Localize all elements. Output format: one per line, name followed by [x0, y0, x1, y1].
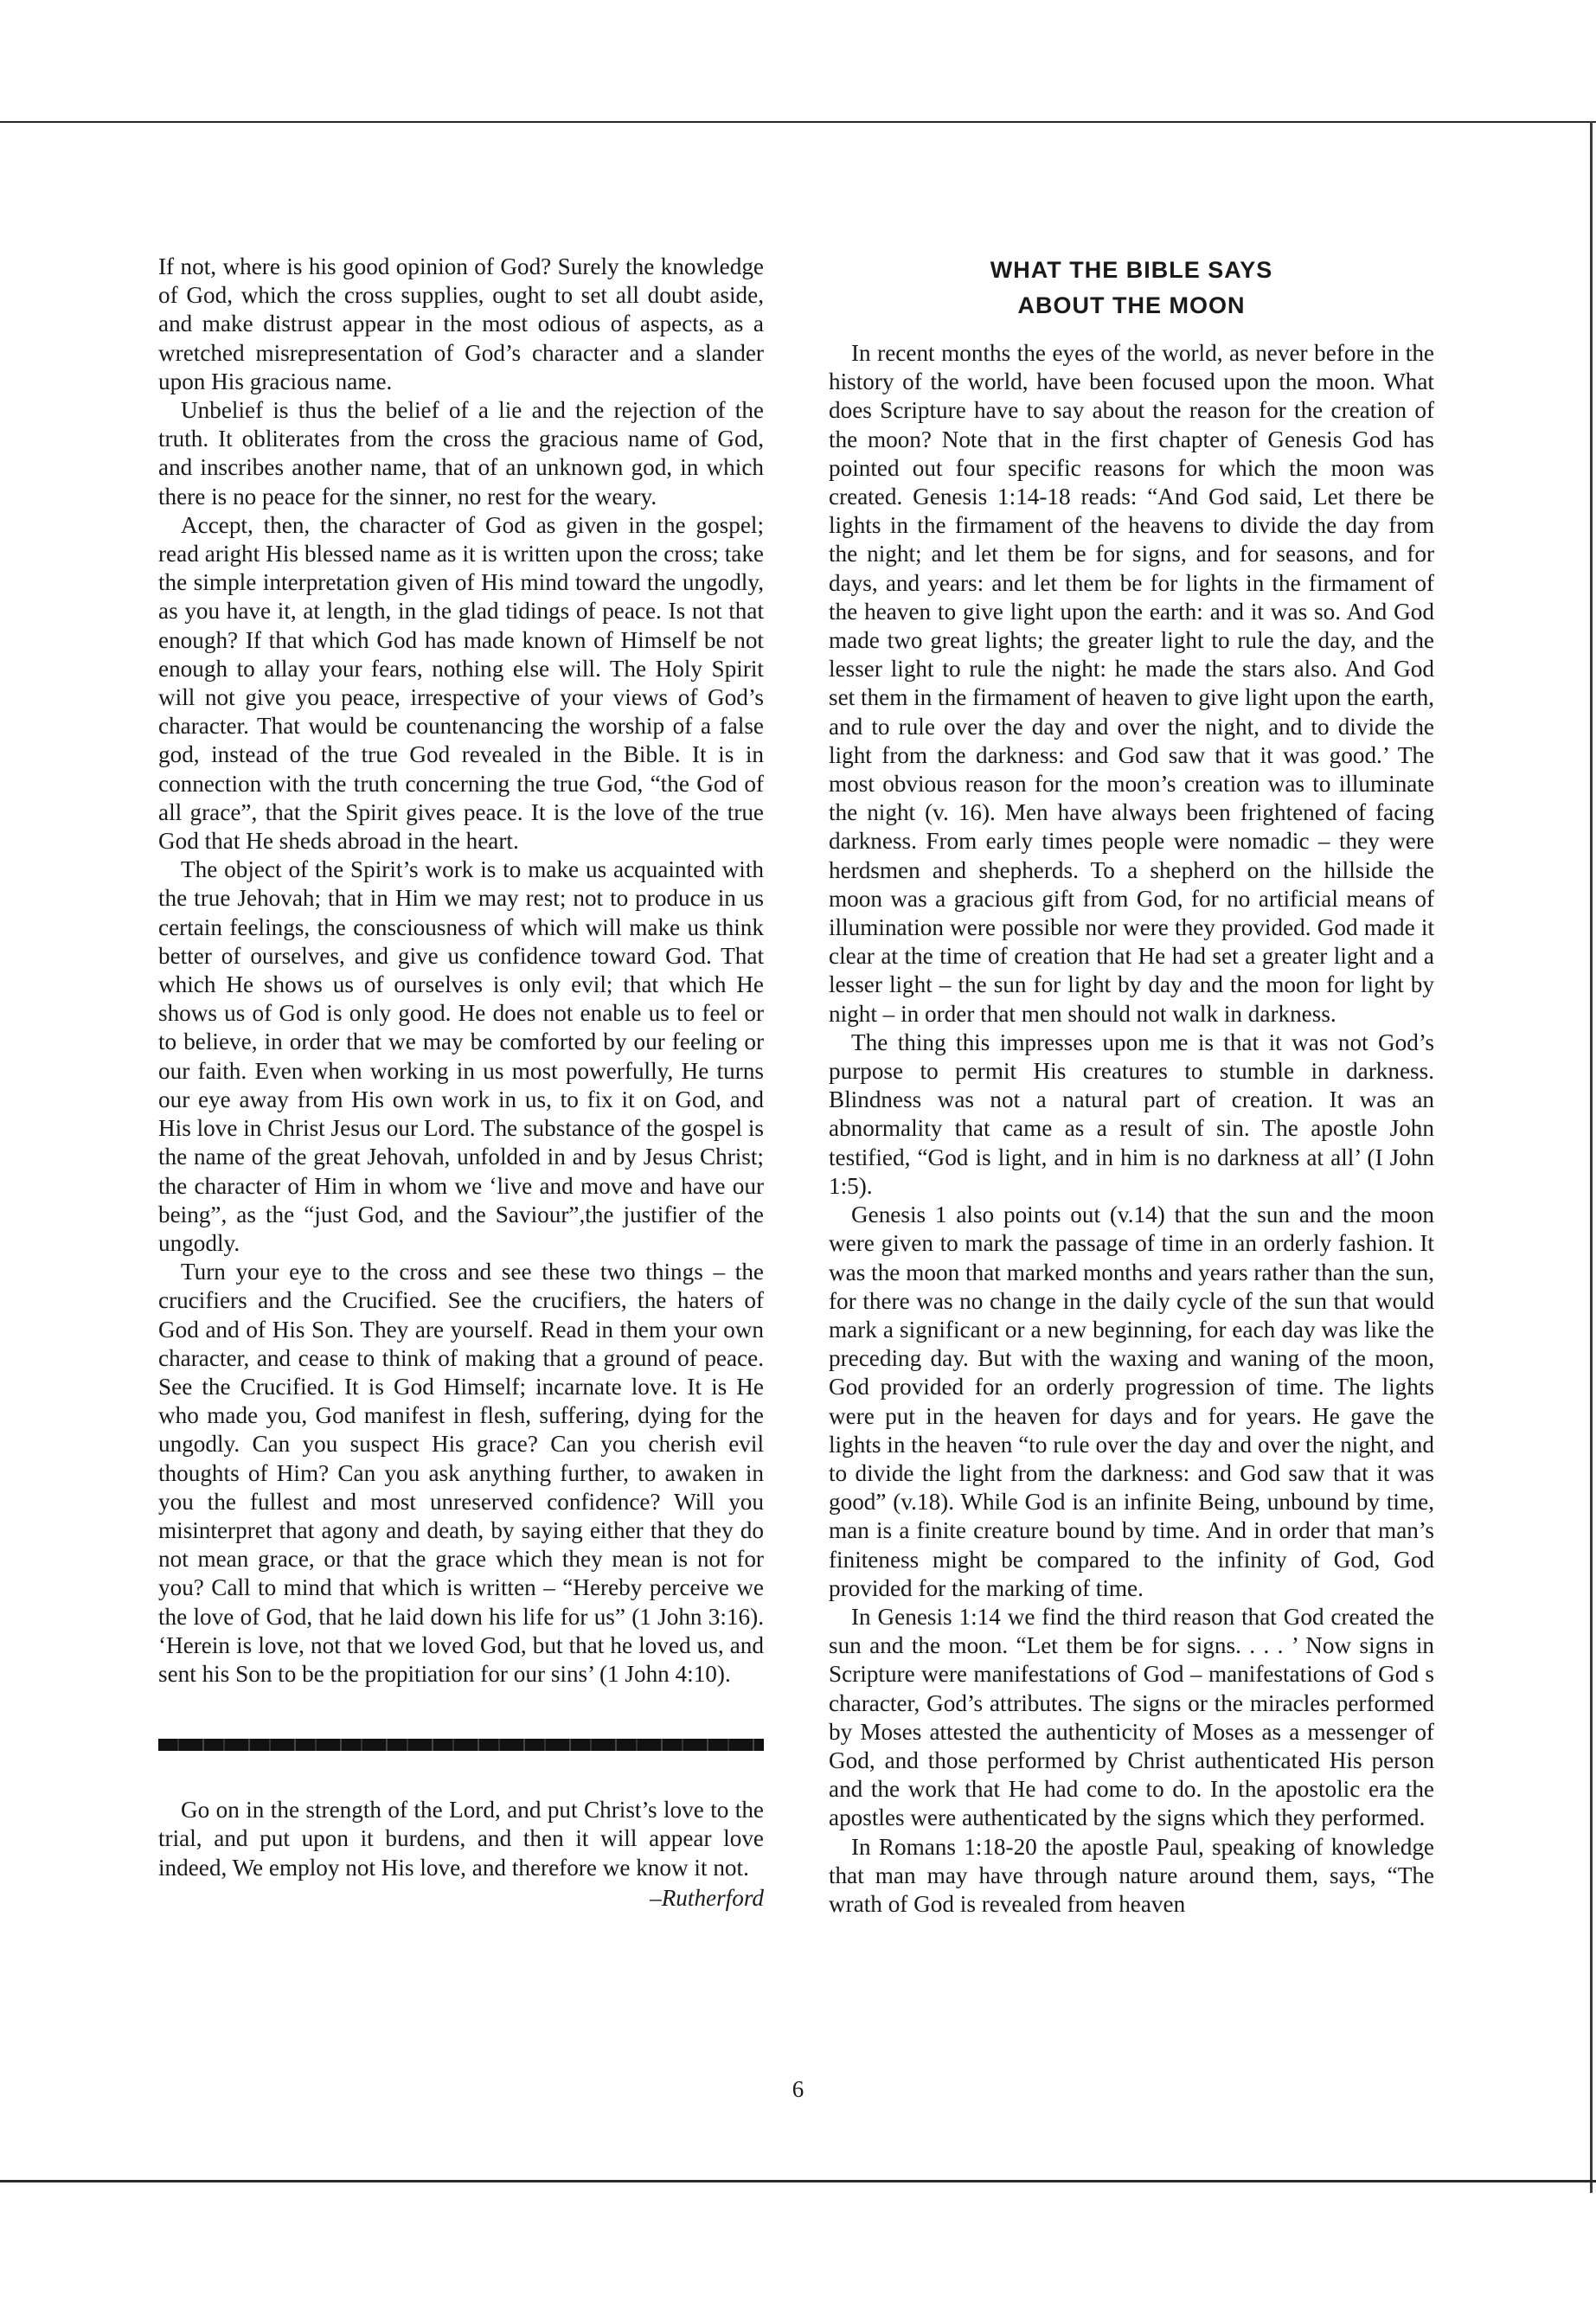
quote-text: Go on in the strength of the Lord, and put Christ’s love to the trial, and put upon it burdens, and then it will appear love indeed, We employ not His love, and therefore we know it not. [158, 1797, 764, 1881]
paragraph: Accept, then, the character of God as given in the gospel; read aright His blessed name as it is written upon the cross; take the simple interpretation given of His mind toward the ungodly, as you have it, at length, in the glad tidings of peace. Is not that enough? If that which God has made known of Himself be not enough to allay your fears, nothing else will. The Holy Spirit will not give you peace, irrespective of your views of God’s character. That would be countenancing the worship of a false god, instead of the true God revealed in the Bible. It is in connection with the truth concerning the true God, “the God of all grace”, that the Spirit gives peace. It is the love of the true God that He sheds abroad in the heart. [158, 511, 764, 855]
paragraph: In recent months the eyes of the world, as never before in the history of the world, have been focused upon the moon. What does Scripture have to say about the reason for the creation of the moon? Note that in the first chapter of Genesis God has pointed out four specific reasons for which the moon was created. Genesis 1:14-18 reads: “And God said, Let there be lights in the firmament of the heavens to divide the day from the night; and let them be for signs, and for seasons, and for days, and years: and let them be for lights in the firmament of the heaven to give light upon the earth: and it was so. And God made two great lights; the greater light to rule the day, and the lesser light to rule the night: he made the stars also. And God set them in the firmament of heaven to give light upon the earth, and to rule over the day and over the night, and to divide the light from the darkness: and God saw that it was good.’ The most obvious reason for the moon’s creation was to illuminate the night (v. 16). Men have always been frightened of facing darkness. From early times people were nomadic – they were herdsmen and shepherds. To a shepherd on the hillside the moon was a gracious gift from God, for no artificial means of illumination were possible nor were they provided. God made it clear at the time of creation that He had set a greater light and a lesser light – the sun for light by day and the moon for light by night – in order that men should not walk in darkness. [829, 340, 1434, 1027]
right-column [829, 253, 1434, 1919]
article-heading [829, 253, 1434, 324]
paragraph: Turn your eye to the cross and see these two things – the crucifiers and the Crucified. See the crucifiers, the haters of God and of His Son. They are yourself. Read in them your own character, and cease to think of making that a ground of peace. See the Crucified. It is God Himself; incarnate love. It is He who made you, God manifest in flesh, suffering, dying for the ungodly. Can you suspect His grace? Can you cherish evil thoughts of Him? Can you ask anything further, to awaken in you the fullest and most unreserved confidence? Will you misinterpret that agony and death, by saying either that they do not mean grace, or that the grace which they mean is not for you? Call to mind that which is written – “Hereby perceive we the love of God, that he laid down his life for us” (1 John 3:16). ‘Herein is love, not that we loved God, but that he loved us, and sent his Son to be the propitiation for our sins’ (1 John 4:10). [158, 1259, 764, 1687]
paragraph: Genesis 1 also points out (v.14) that the sun and the moon were given to mark the passage of time in an orderly fashion. It was the moon that marked months and years rather than the sun, for there was no change in the daily cycle of the sun that would mark a significant or a new beginning, for each day was like the preceding day. But with the waxing and waning of the moon, God provided for an orderly progression of time. The lights were put in the heaven for days and for years. He gave the lights in the heaven “to rule over the day and over the night, and to divide the light from the darkness: and God saw that it was good” (v.18). While God is an infinite Being, unbound by time, man is a finite creature bound by time. And in order that man’s finiteness might be compared to the infinity of God, God provided for the marking of time. [829, 1202, 1434, 1601]
paragraph: If not, where is his good opinion of God? Surely the knowledge of God, which the cross supplies, ought to set all doubt aside, and make distrust appear in the most odious of aspects, as a wretched misrepresentation of God’s character and a slander upon His gracious name. [158, 253, 764, 394]
right-border [1590, 121, 1593, 2193]
paragraph: In Romans 1:18-20 the apostle Paul, speaking of knowledge that man may have through nature around them, says, “The wrath of God is revealed from heaven [829, 1833, 1434, 1917]
left-column [158, 253, 764, 1913]
section-divider [158, 1739, 764, 1751]
heading-line-2: ABOUT THE MOON [1017, 292, 1246, 318]
page-number: 6 [792, 2076, 804, 2102]
paragraph: Unbelief is thus the belief of a lie and the rejection of the truth. It obliterates from the cross the gracious name of God, and inscribes another name, that of an unknown god, in which there is no peace for the sinner, no rest for the weary. [158, 397, 764, 510]
paragraph: The thing this impresses upon me is that it was not God’s purpose to permit His creatures to stumble in darkness. Blindness was not a natural part of creation. It was an abnormality that came as a result of sin. The apostle John testified, “God is light, and in him is no darkness at all’ (I John 1:5). [829, 1029, 1434, 1199]
bottom-border [0, 2180, 1596, 2182]
paragraph: In Genesis 1:14 we find the third reason that God created the sun and the moon. “Let them be for signs. . . . ’ Now signs in Scripture were manifestations of God – manifestations of God s character, God’s attributes. The signs or the miracles performed by Moses attested the authenticity of Moses as a messenger of God, and those performed by Christ authenticated His person and the work that He had come to do. In the apostolic era the apostles were authenticated by the signs which they performed. [829, 1603, 1434, 1831]
heading-line-1: WHAT THE BIBLE SAYS [990, 257, 1273, 283]
top-border [0, 121, 1596, 123]
paragraph: The object of the Spirit’s work is to make us acquainted with the true Jehovah; that in Him we may rest; not to produce in us certain feelings, the consciousness of which will make us think better of ourselves, and give us confidence toward God. That which He shows us of ourselves is only evil; that which He shows us of God is only good. He does not enable us to feel or to believe, in order that we may be comforted by our feeling or our faith. Even when working in us most powerfully, He turns our eye away from His own work in us, to fix it on God, and His love in Christ Jesus our Lord. The substance of the gospel is the name of the great Jehovah, unfolded in and by Jesus Christ; the character of Him in whom we ‘live and move and have our being”, as the “just God, and the Saviour”,the justifier of the ungodly. [158, 856, 764, 1256]
quote-attribution: –Rutherford [650, 1884, 764, 1911]
